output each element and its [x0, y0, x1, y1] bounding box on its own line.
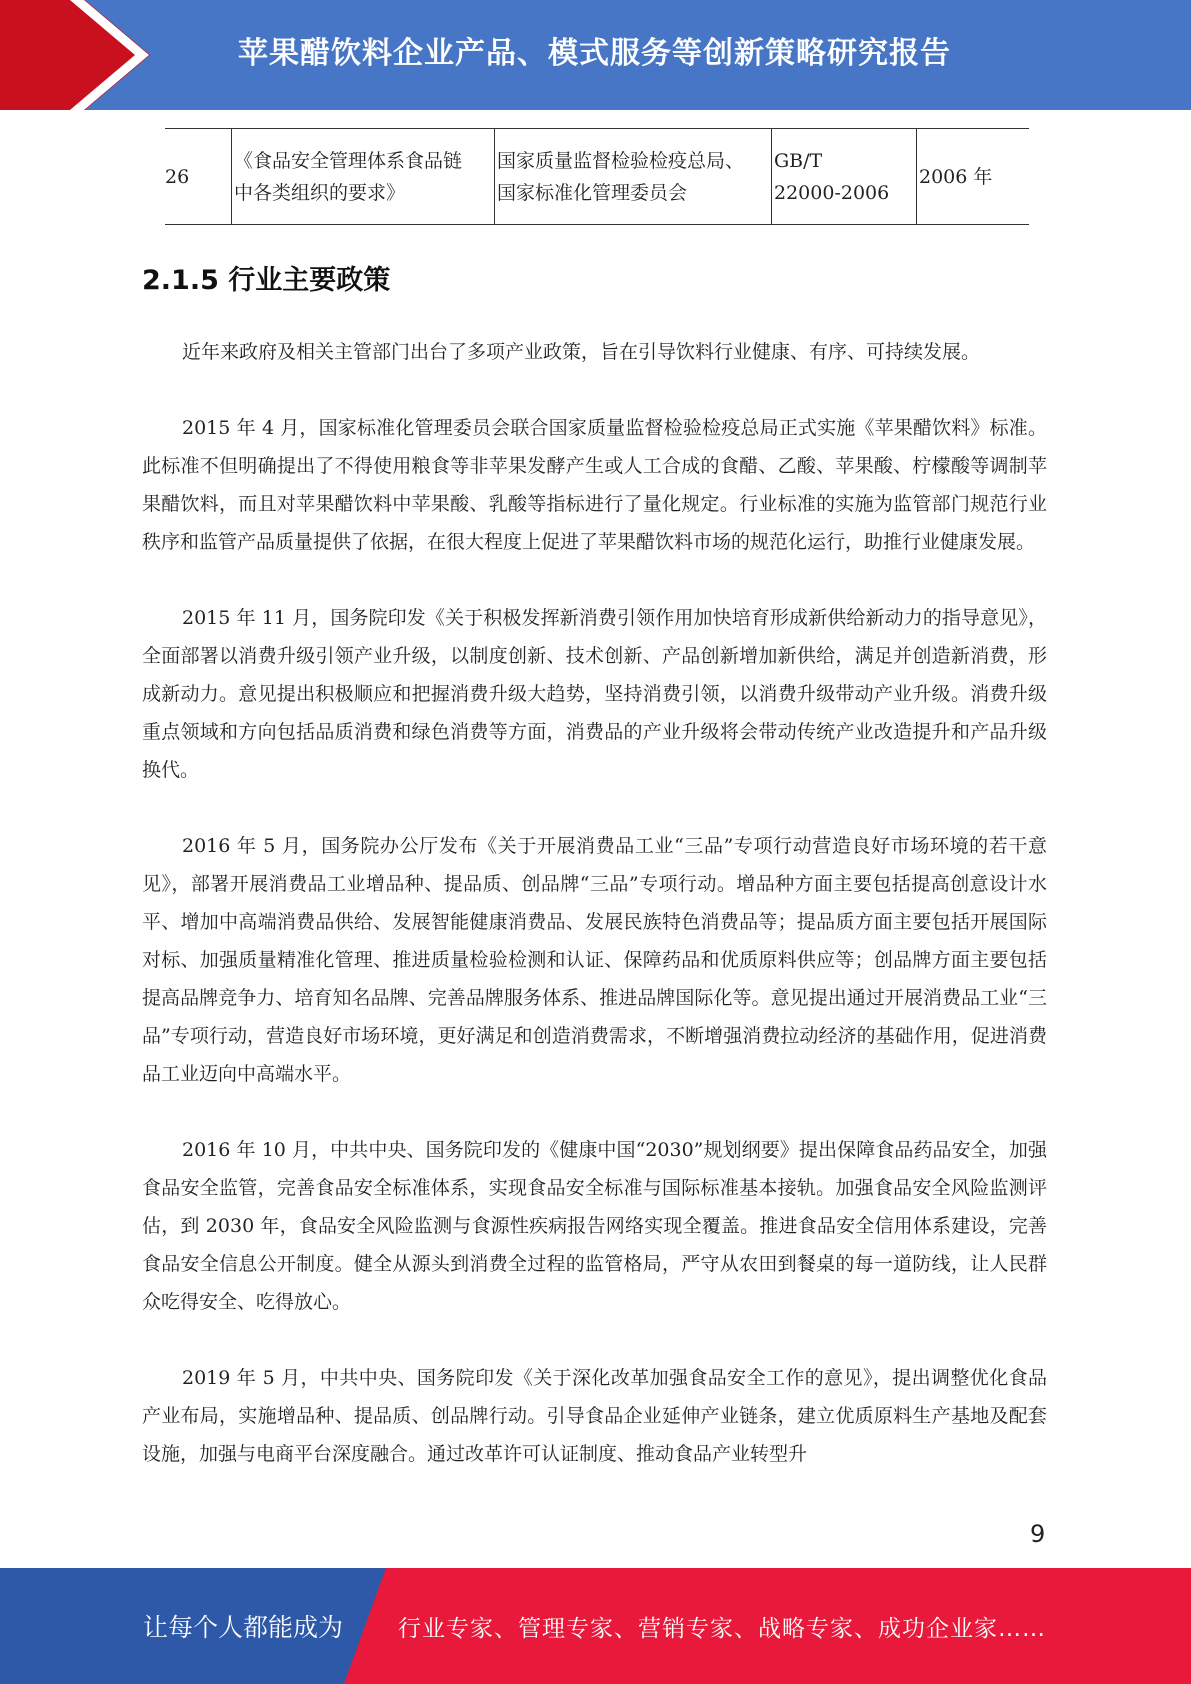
standard-name — [232, 129, 495, 225]
paragraph: 2016 年 5 月，国务院办公厅发布《关于开展消费品工业“三品”专项行动营造良好市场环境的若干意见》，部署开展消费品工业增品种、提品质、创品牌“三品”专项行动。增品种方面主要包括提高创意设计水平、增加中高端消费品供给、发展智能健康消费品、发展民族特色消费品等；提品质方面主要包括开展国际对标、加强质量精准化管理、推进质量检验检测和认证、保障药品和优质原料供应等；创品牌方面主要包括提高品牌竞争力、培育知名品牌、完善品牌服务体系、推进品牌国际化等。意见提出通过开展消费品工业“三品”专项行动，营造良好市场环境，更好满足和创造消费需求，不断增强消费拉动经济的基础作用，促进消费品工业迈向中高端水平。 — [142, 835, 1047, 1085]
issuing-authority-line-2: 国家标准化管理委员会 — [497, 181, 688, 204]
table-row — [165, 129, 1029, 225]
effective-year: 2006 年 — [917, 129, 1030, 225]
footer-slogan-left: 让每个人都能成为 — [143, 1613, 344, 1642]
issuing-authority-line-1: 国家质量监督检验检疫总局、 — [497, 149, 745, 172]
standards-table — [165, 128, 1029, 225]
standard-name-line-2: 中各类组织的要求》 — [234, 181, 406, 204]
paragraph: 近年来政府及相关主管部门出台了多项产业政策，旨在引导饮料行业健康、有序、可持续发展。 — [182, 341, 981, 363]
standard-name-line-1: 《食品安全管理体系食品链 — [234, 149, 463, 172]
issuing-authority — [495, 129, 772, 225]
body-text — [142, 333, 1047, 1511]
paragraph: 2015 年 4 月，国家标准化管理委员会联合国家质量监督检验检疫总局正式实施《苹果醋饮料》标准。此标准不但明确提出了不得使用粮食等非苹果发酵产生或人工合成的食醋、乙酸、苹果酸、柠檬酸等调制苹果醋饮料，而且对苹果醋饮料中苹果酸、乳酸等指标进行了量化规定。行业标准的实施为监管部门规范行业秩序和监管产品质量提供了依据，在很大程度上促进了苹果醋饮料市场的规范化运行，助推行业健康发展。 — [142, 417, 1047, 553]
paragraph: 2015 年 11 月，国务院印发《关于积极发挥新消费引领作用加快培育形成新供给新动力的指导意见》，全面部署以消费升级引领产业升级，以制度创新、技术创新、产品创新增加新供给，满足并创造新消费，形成新动力。意见提出积极顺应和把握消费升级大趋势，坚持消费引领，以消费升级带动产业升级。消费升级重点领域和方向包括品质消费和绿色消费等方面，消费品的产业升级将会带动传统产业改造提升和产品升级换代。 — [142, 607, 1047, 781]
paragraph: 2016 年 10 月，中共中央、国务院印发的《健康中国“2030”规划纲要》提出保障食品药品安全，加强食品安全监管，完善食品安全标准体系，实现食品安全标准与国际标准基本接轨。加强食品安全风险监测评估，到 2030 年，食品安全风险监测与食源性疾病报告网络实现全覆盖。推进食品安全信用体系建设，完善食品安全信息公开制度。健全从源头到消费全过程的监管格局，严守从农田到餐桌的每一道防线，让人民群众吃得安全、吃得放心。 — [142, 1139, 1047, 1313]
page-header — [0, 0, 1191, 110]
standard-code-line-2: 22000-2006 — [774, 181, 890, 204]
page-footer — [0, 1568, 1191, 1684]
footer-slogan-right: 行业专家、管理专家、营销专家、战略专家、成功企业家…… — [398, 1616, 1046, 1642]
standard-code-line-1: GB/T — [774, 149, 823, 172]
page-number: 9 — [1030, 1520, 1046, 1548]
standard-code — [772, 129, 917, 225]
section-heading: 2.1.5 行业主要政策 — [142, 265, 391, 296]
report-title: 苹果醋饮料企业产品、模式服务等创新策略研究报告 — [238, 36, 951, 71]
row-number: 26 — [165, 129, 232, 225]
header-red-arrow-decoration — [0, 0, 150, 110]
paragraph: 2019 年 5 月，中共中央、国务院印发《关于深化改革加强食品安全工作的意见》，提出调整优化食品产业布局，实施增品种、提品质、创品牌行动。引导食品企业延伸产业链条，建立优质原料生产基地及配套设施，加强与电商平台深度融合。通过改革许可认证制度、推动食品产业转型升 — [142, 1367, 1047, 1465]
